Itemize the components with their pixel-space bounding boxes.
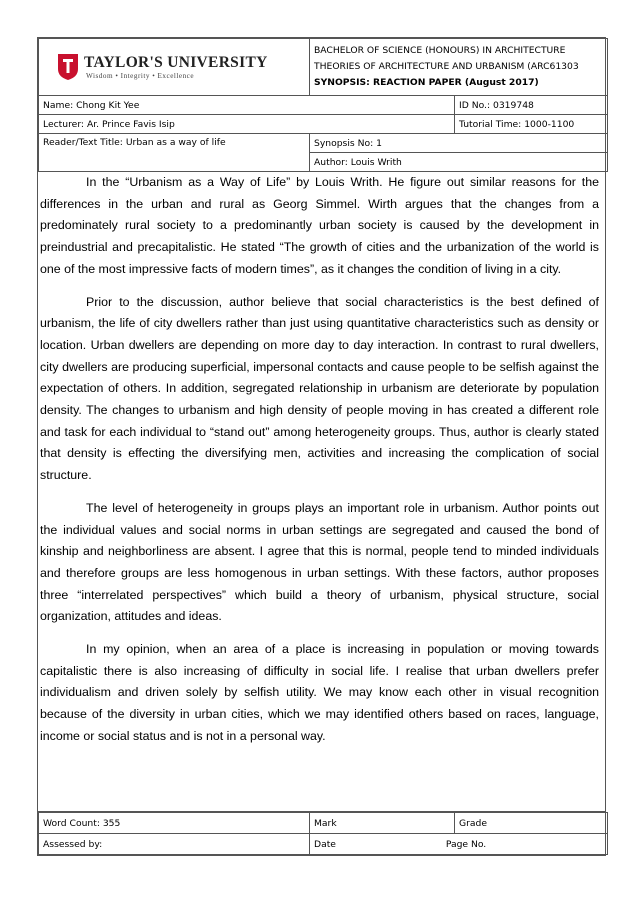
reader-title: Reader/Text Title: Urban as a way of life	[39, 134, 310, 172]
paragraph	[38, 172, 605, 281]
course-line-3: SYNOPSIS: REACTION PAPER (August 2017)	[314, 77, 539, 88]
page-no-label: Page No.	[445, 838, 487, 850]
paragraph	[38, 292, 605, 487]
author: Author: Louis Writh	[310, 153, 608, 172]
word-count: Word Count: 355	[39, 813, 310, 834]
paragraph	[38, 498, 605, 628]
date-page-cell	[310, 834, 608, 855]
university-logo	[39, 53, 309, 81]
course-info	[310, 39, 608, 96]
synopsis-body	[38, 172, 605, 812]
paragraph-text: In my opinion, when an area of a place is increasing in population or moving towards capitalistic there is also increasing of difficulty in social life. I realise that urban dwellers prefer individualism and driven solely by selfish utility. We may know each other in visual recognition because of the diversity in urban cities, which we may identified others based on races, language, income or social status and is not in a personal way.	[40, 642, 599, 743]
footer-table	[38, 812, 608, 855]
date-label: Date	[314, 838, 336, 850]
synopsis-form	[37, 37, 606, 856]
paragraph-text: The level of heterogeneity in groups plays an important role in urbanism. Author points out the individual values and social norms in urban settings are segregated and caused the bond of kinship and neighborliness are absent. I agree that this is normal, people tend to minded individuals and therefore groups are less homogenous in urban settings. With these factors, author proposes three “interrelated perspectives” which build a theory of urbanism, physical structure, social organization, attitudes and ideas.	[40, 500, 599, 624]
logo-cell	[39, 39, 310, 96]
mark-label: Mark	[310, 813, 455, 834]
grade-label: Grade	[455, 813, 608, 834]
paragraph-text: Prior to the discussion, author believe that social characteristics is the best defined of urbanism, the life of city dwellers rather than just using quantitative characteristics such as density or location. Urban dwellers are depending on more day to day interaction. In contrast to rural dwellers, city dwellers are producing superficial, impersonal contacts and cause people to be selfish against the expectation of others. In addition, segregated relationship in urbanism are deteriorate by population density. The changes to urbanism and high density of people moving in has created a different role and task for each individual to “stand out” among heterogeneity groups. Thus, author is clearly stated that density is effecting the diversifying men, activities and increasing the complication of social structure.	[40, 294, 599, 483]
header-table	[38, 38, 608, 172]
course-line-2: THEORIES OF ARCHITECTURE AND URBANISM (ARC61303	[314, 61, 579, 72]
crest-icon	[57, 53, 79, 81]
paragraph	[38, 639, 605, 748]
lecturer: Lecturer: Ar. Prince Favis Isip	[39, 115, 455, 134]
paragraph-text: In the “Urbanism as a Way of Life” by Louis Writh. He figure out similar reasons for the differences in the urban and rural as Georg Simmel. Wirth argues that the changes from a predominately rural society to a predominantly urban society is caused by the development in preindustrial and precapitalistic. He stated “The growth of cities and the urbanization of the world is one of the most impressive facts of modern times”, as it changes the condition of living in a city.	[40, 175, 599, 276]
course-line-1: BACHELOR OF SCIENCE (HONOURS) IN ARCHITECTURE	[314, 45, 566, 56]
student-name: Name: Chong Kit Yee	[39, 96, 455, 115]
tutorial-time: Tutorial Time: 1000-1100	[455, 115, 608, 134]
university-name: TAYLOR'S UNIVERSITY	[84, 54, 268, 71]
student-id: ID No.: 0319748	[455, 96, 608, 115]
university-motto: Wisdom • Integrity • Excellence	[86, 72, 195, 80]
assessed-by: Assessed by:	[39, 834, 310, 855]
synopsis-no: Synopsis No: 1	[310, 134, 608, 153]
